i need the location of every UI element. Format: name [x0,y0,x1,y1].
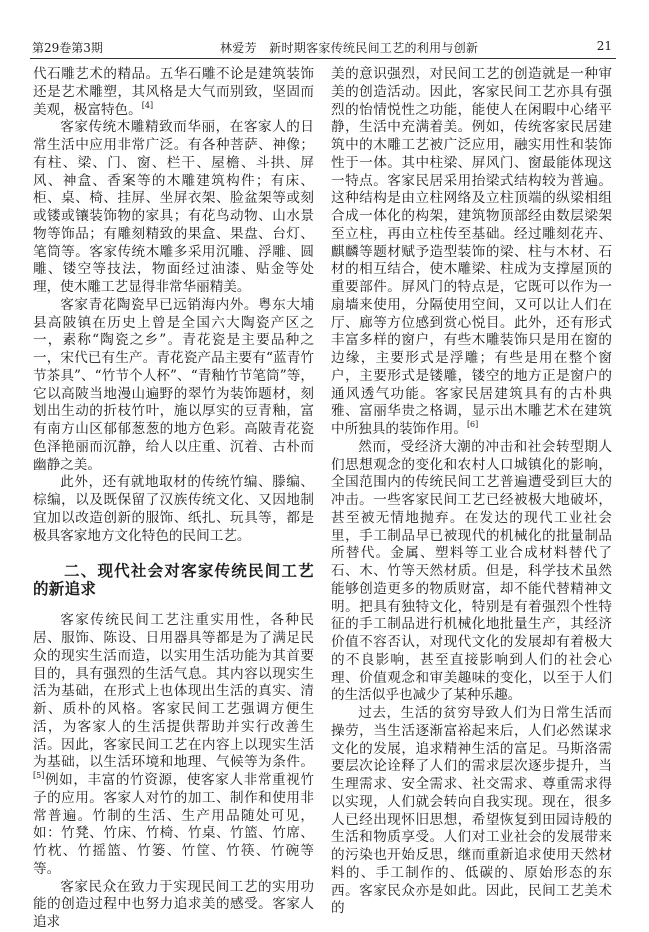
journal-volume: 第29卷第3期 [32,41,103,55]
right-column [331,66,612,918]
paragraph-text: 美的意识强烈，对民间工艺的创造就是一种审美的创造活动。因此，客家民间工艺亦具有强烈的怡情悦性之功能，能使人在闲暇中心绪平静，生活中充满着美。例如，传统客家民居建筑中的木雕工艺被广泛应用，融实用性和装饰性于一体。其中柱梁、屏风门、窗最能体现这一特点。客家民居采用抬梁式结构较为普遍。这种结构是由立柱网络及立柱顶端的纵梁相组合成一体化的构架，建筑物顶部经由数层梁架至立柱，再由立柱传至基础。经过雕刻花卉、麒麟等题材赋予造型装饰的梁、柱与木材、石材的相互结合，使木雕梁、柱成为支撑屋顶的重要部件。屏风门的特点是，它既可以作为一扇墙来使用，分隔使用空间，又可以让人们在厅、廊等方位感到赏心悦目。此外，还有形式丰富多样的窗户，有些木雕装饰只是用在窗的边缘，主要形式是浮雕；有些是用在整个窗户，主要形式是镂雕，镂空的地方正是窗户的通风透气功能。客家民居建筑具有的古朴典雅、富丽华贵之格调，显示出木雕艺术在建筑中所独具的装饰作用。 [331,66,612,437]
paragraph [331,66,612,439]
paragraph [33,66,314,119]
paragraph-text: 例如，丰富的竹资源，使客家人非常重视竹子的应用。客家人对竹的加工、制作和使用非常普遍。竹制的生活、生产用品随处可见，如：竹凳、竹床、竹椅、竹桌、竹篮、竹席、竹枕、竹摇篮、竹篓、竹筐、竹筷、竹碗等等。 [33,772,314,877]
paragraph [331,705,612,918]
paragraph [33,612,314,878]
paragraph [33,474,314,545]
section-heading: 二、现代社会对客家传统民间工艺的新追求 [33,562,314,598]
paragraph [331,439,612,705]
paragraph-text: 然而，受经济大潮的冲击和社会转型期人们思想观念的变化和农村人口城镇化的影响，全国范围内的传统民间工艺普遍遭受到巨大的冲击。一些客家民间工艺已经被极大地破坏，甚至被无情地抛弃。在发达的现代工业社会里，手工制品早已被现代的机械化的批量制品所替代。金属、塑料等工业合成材料替代了石、木、竹等天然材质。但是，科学技术虽然能够创造更多的物质财富，却不能代替精神文明。把具有独特文化，特别是有着强烈个性特征的手工制品进行机械化地批量生产，其经济价值不容否认，对现代文化的发展却有着极大的不良影响，甚至直接影响到人们的社会心理、价值观念和审美趣味的变化，以至于人们的生活似乎也减少了某种乐趣。 [331,438,612,704]
header-rule [30,58,616,59]
paragraph [33,297,314,475]
paragraph-text: 客家传统木雕精致而华丽，在客家人的日常生活中应用非常广泛。有各种菩萨、神像；有柱、梁、门、窗、栏干、屋檐、斗拱、屏风、神盒、香案等的木雕建筑构件；有床、柜、桌、椅、挂屏、坐屏衣架、脸盆架等或刻或镂或镶装饰物的家具；有花鸟动物、山水景物等饰品；有雕刻精致的果盒、果盘、台灯、笔筒等。客家传统木雕多采用沉雕、浮雕、圆雕、镂空等技法，物面经过油漆、贴金等处理，使木雕工艺显得非常华丽精美。 [33,119,314,295]
citation-reference: [5] [33,771,45,780]
citation-reference: [4] [141,100,154,110]
running-header [30,37,616,57]
page-number: 21 [596,39,612,53]
paragraph-text: 客家青花陶瓷早已远销海内外。粤东大埔县高陂镇在历史上曾是全国六大陶瓷产区之一，素称“陶瓷之乡”。青花瓷是主要品种之一，宋代已有生产。青花瓷产品主要有“蓝青竹节茶具”、“竹节个人杯”、“青釉竹节笔筒”等，它以高陂当地漫山遍野的翠竹为装饰题材，刻划出生动的折枝竹叶，施以厚实的豆青釉，富有南方山区郁郁葱葱的地方色彩。高陂青花瓷色泽艳丽而沉静，给人以庄重、沉着、古朴而幽静之美。 [33,296,314,473]
running-title: 林爱芳 新时期客家传统民间工艺的利用与创新 [220,41,479,55]
citation-reference: [6] [466,420,479,429]
paragraph-text: 客家传统民间工艺注重实用性，各种民居、服饰、陈设、日用器具等都是为了满足民众的现实生活而造，以实用生活功能为其首要目的，具有强烈的生活气息。其内容以现实生活为基础，在形式上也体现出生活的真实、清新、质朴的风格。客家民间工艺强调方便生活，为客家人的生活提供帮助并实行改善生活。因此，客家民间工艺在内容上以现实生活为基础，以生活环境和地理、气候等为条件。 [33,612,314,771]
left-column [33,66,314,932]
paragraph-text: 代石雕艺术的精品。五华石雕不论是建筑装饰还是艺术雕塑，其风格是大气而别致，坚固而美观，极富特色。 [33,66,314,118]
paragraph [33,879,314,932]
paragraph [33,119,314,297]
paragraph-text: 客家民众在致力于实现民间工艺的实用功能的创造过程中也努力追求美的感受。客家人追求 [33,878,314,930]
paragraph-text: 此外，还有就地取材的传统竹编、滕编、棕编，以及既保留了汉族传统文化、又因地制宜加以改造创新的服饰、纸扎、玩具等，都是极具客家地方文化特色的民间工艺。 [33,474,314,544]
paragraph-text: 过去，生活的贫穷导致人们为日常生活而操劳，当生活逐渐富裕起来后，人们必然谋求文化的发展，追求精神生活的富足。马斯洛需要层次论诠释了人们的需求层次逐步提升，当生理需求、安全需求、社交需求、尊重需求得以实现，人们就会转向自我实现。现在，很多人已经出现怀旧思想，希望恢复到田园诗般的生活和物质享受。人们对工业社会的发展带来的污染也开始反思，继而重新追求使用天然材料的、手工制作的、低碳的、原始形态的东西。客家民众亦是如此。因此，民间工艺美术的 [331,705,612,917]
